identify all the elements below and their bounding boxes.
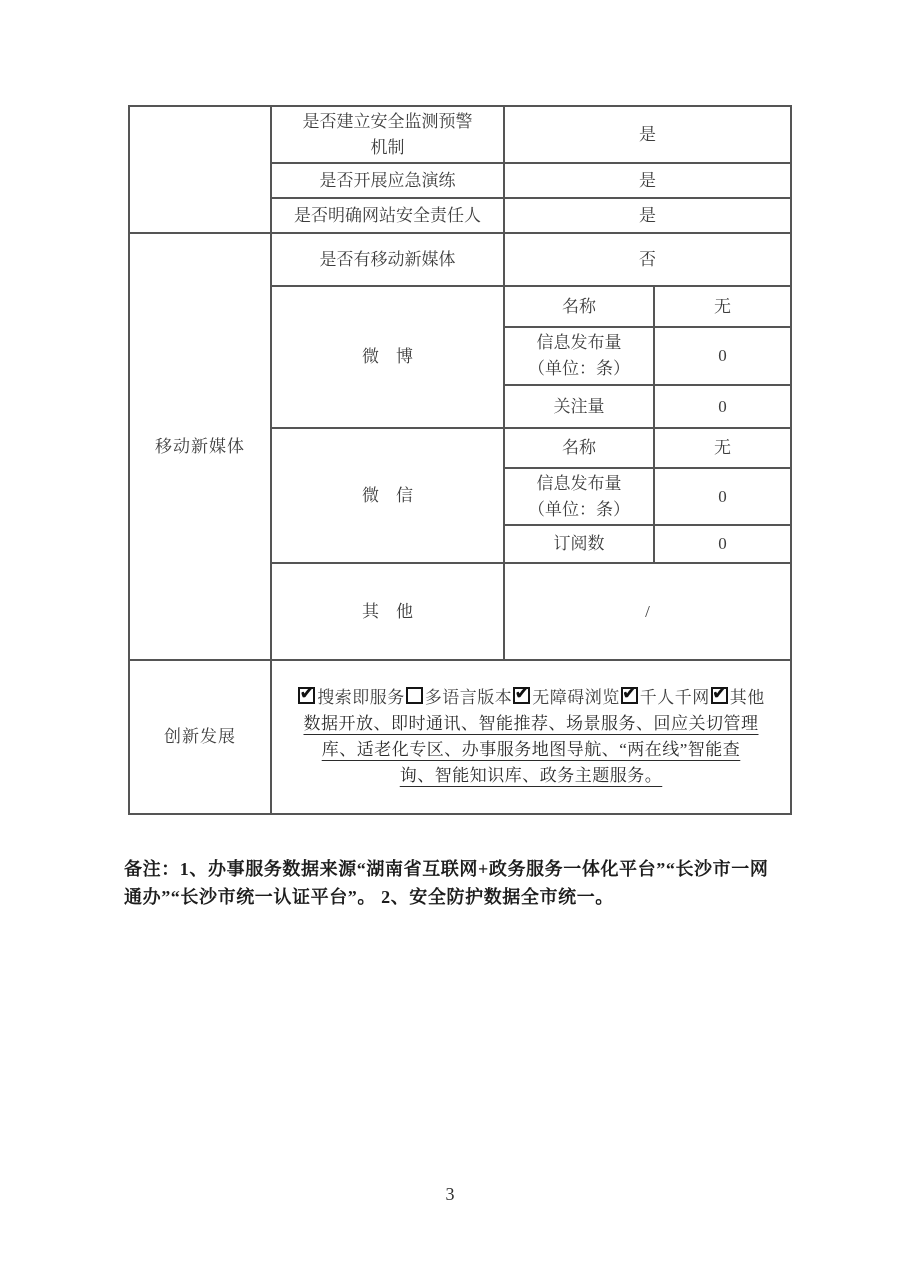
page-number: 3 xyxy=(445,1184,455,1204)
remarks-line: 通办”“长沙市统一认证平台”。 2、安全防护数据全市统一。 xyxy=(124,886,614,907)
innovation-content xyxy=(271,660,791,814)
emergency-drill-value: 是 xyxy=(504,163,791,198)
checkbox-other-label: 其他 xyxy=(729,688,765,707)
weibo-followers-label: 关注量 xyxy=(504,385,654,428)
wechat-name-value: 无 xyxy=(654,428,791,468)
emergency-drill-label: 是否开展应急演练 xyxy=(271,163,504,198)
wechat-subscribers-label: 订阅数 xyxy=(504,525,654,563)
label-line: 信息发布量 xyxy=(536,473,622,493)
checkbox-accessibility-icon xyxy=(513,687,530,704)
security-monitor-value: 是 xyxy=(504,106,791,163)
innovation-detail-line: 询、智能知识库、政务主题服务。 xyxy=(399,766,663,785)
checkbox-search-service-icon xyxy=(298,687,315,704)
checkbox-accessibility-label: 无障碍浏览 xyxy=(532,688,620,707)
wechat-name-label: 名称 xyxy=(504,428,654,468)
section-cell-empty xyxy=(129,106,271,233)
checkbox-search-service-label: 搜索即服务 xyxy=(317,688,405,707)
security-owner-value: 是 xyxy=(504,198,791,233)
remarks xyxy=(124,856,800,911)
checkbox-multilingual-icon xyxy=(406,687,423,704)
checkbox-multilingual-label: 多语言版本 xyxy=(424,688,513,707)
innovation-detail-line: 库、适老化专区、办事服务地图导航、“两在线”智能查 xyxy=(321,740,741,759)
label-line: 信息发布量 xyxy=(536,333,622,352)
has-mobile-media-value: 否 xyxy=(504,233,791,286)
innovation-checkbox-line xyxy=(272,685,790,711)
weibo-name-label: 名称 xyxy=(504,286,654,327)
weibo-name-value: 无 xyxy=(654,286,791,327)
label-line: 机制 xyxy=(370,137,405,157)
wechat-publish-label xyxy=(504,468,654,525)
other-media-value: / xyxy=(504,563,791,660)
report-table xyxy=(128,105,792,815)
label-line: 是否建立安全监测预警 xyxy=(302,111,473,131)
section-mobile-media-label: 移动新媒体 xyxy=(129,233,271,660)
wechat-subscribers-value: 0 xyxy=(654,525,791,563)
security-monitor-label xyxy=(271,106,504,163)
checkbox-other-icon xyxy=(711,687,728,704)
label-line: （单位：条） xyxy=(528,499,630,519)
remarks-line: 备注：1、办事服务数据来源“湖南省互联网+政务服务一体化平台”“长沙市一网 xyxy=(124,859,769,879)
wechat-publish-value: 0 xyxy=(654,468,791,525)
wechat-label: 微 信 xyxy=(271,428,504,563)
label-line: （单位：条） xyxy=(528,359,630,378)
security-owner-label: 是否明确网站安全责任人 xyxy=(271,198,504,233)
innovation-detail-line: 数据开放、即时通讯、智能推荐、场景服务、回应关切管理 xyxy=(303,714,759,733)
weibo-publish-value: 0 xyxy=(654,327,791,385)
checkbox-personalized-sites-label: 千人千网 xyxy=(639,688,710,707)
section-innovation-label: 创新发展 xyxy=(129,660,271,814)
weibo-publish-label xyxy=(504,327,654,385)
weibo-followers-value: 0 xyxy=(654,385,791,428)
other-media-label: 其 他 xyxy=(271,563,504,660)
checkbox-personalized-sites-icon xyxy=(621,687,638,704)
has-mobile-media-label: 是否有移动新媒体 xyxy=(271,233,504,286)
weibo-label: 微 博 xyxy=(271,286,504,428)
